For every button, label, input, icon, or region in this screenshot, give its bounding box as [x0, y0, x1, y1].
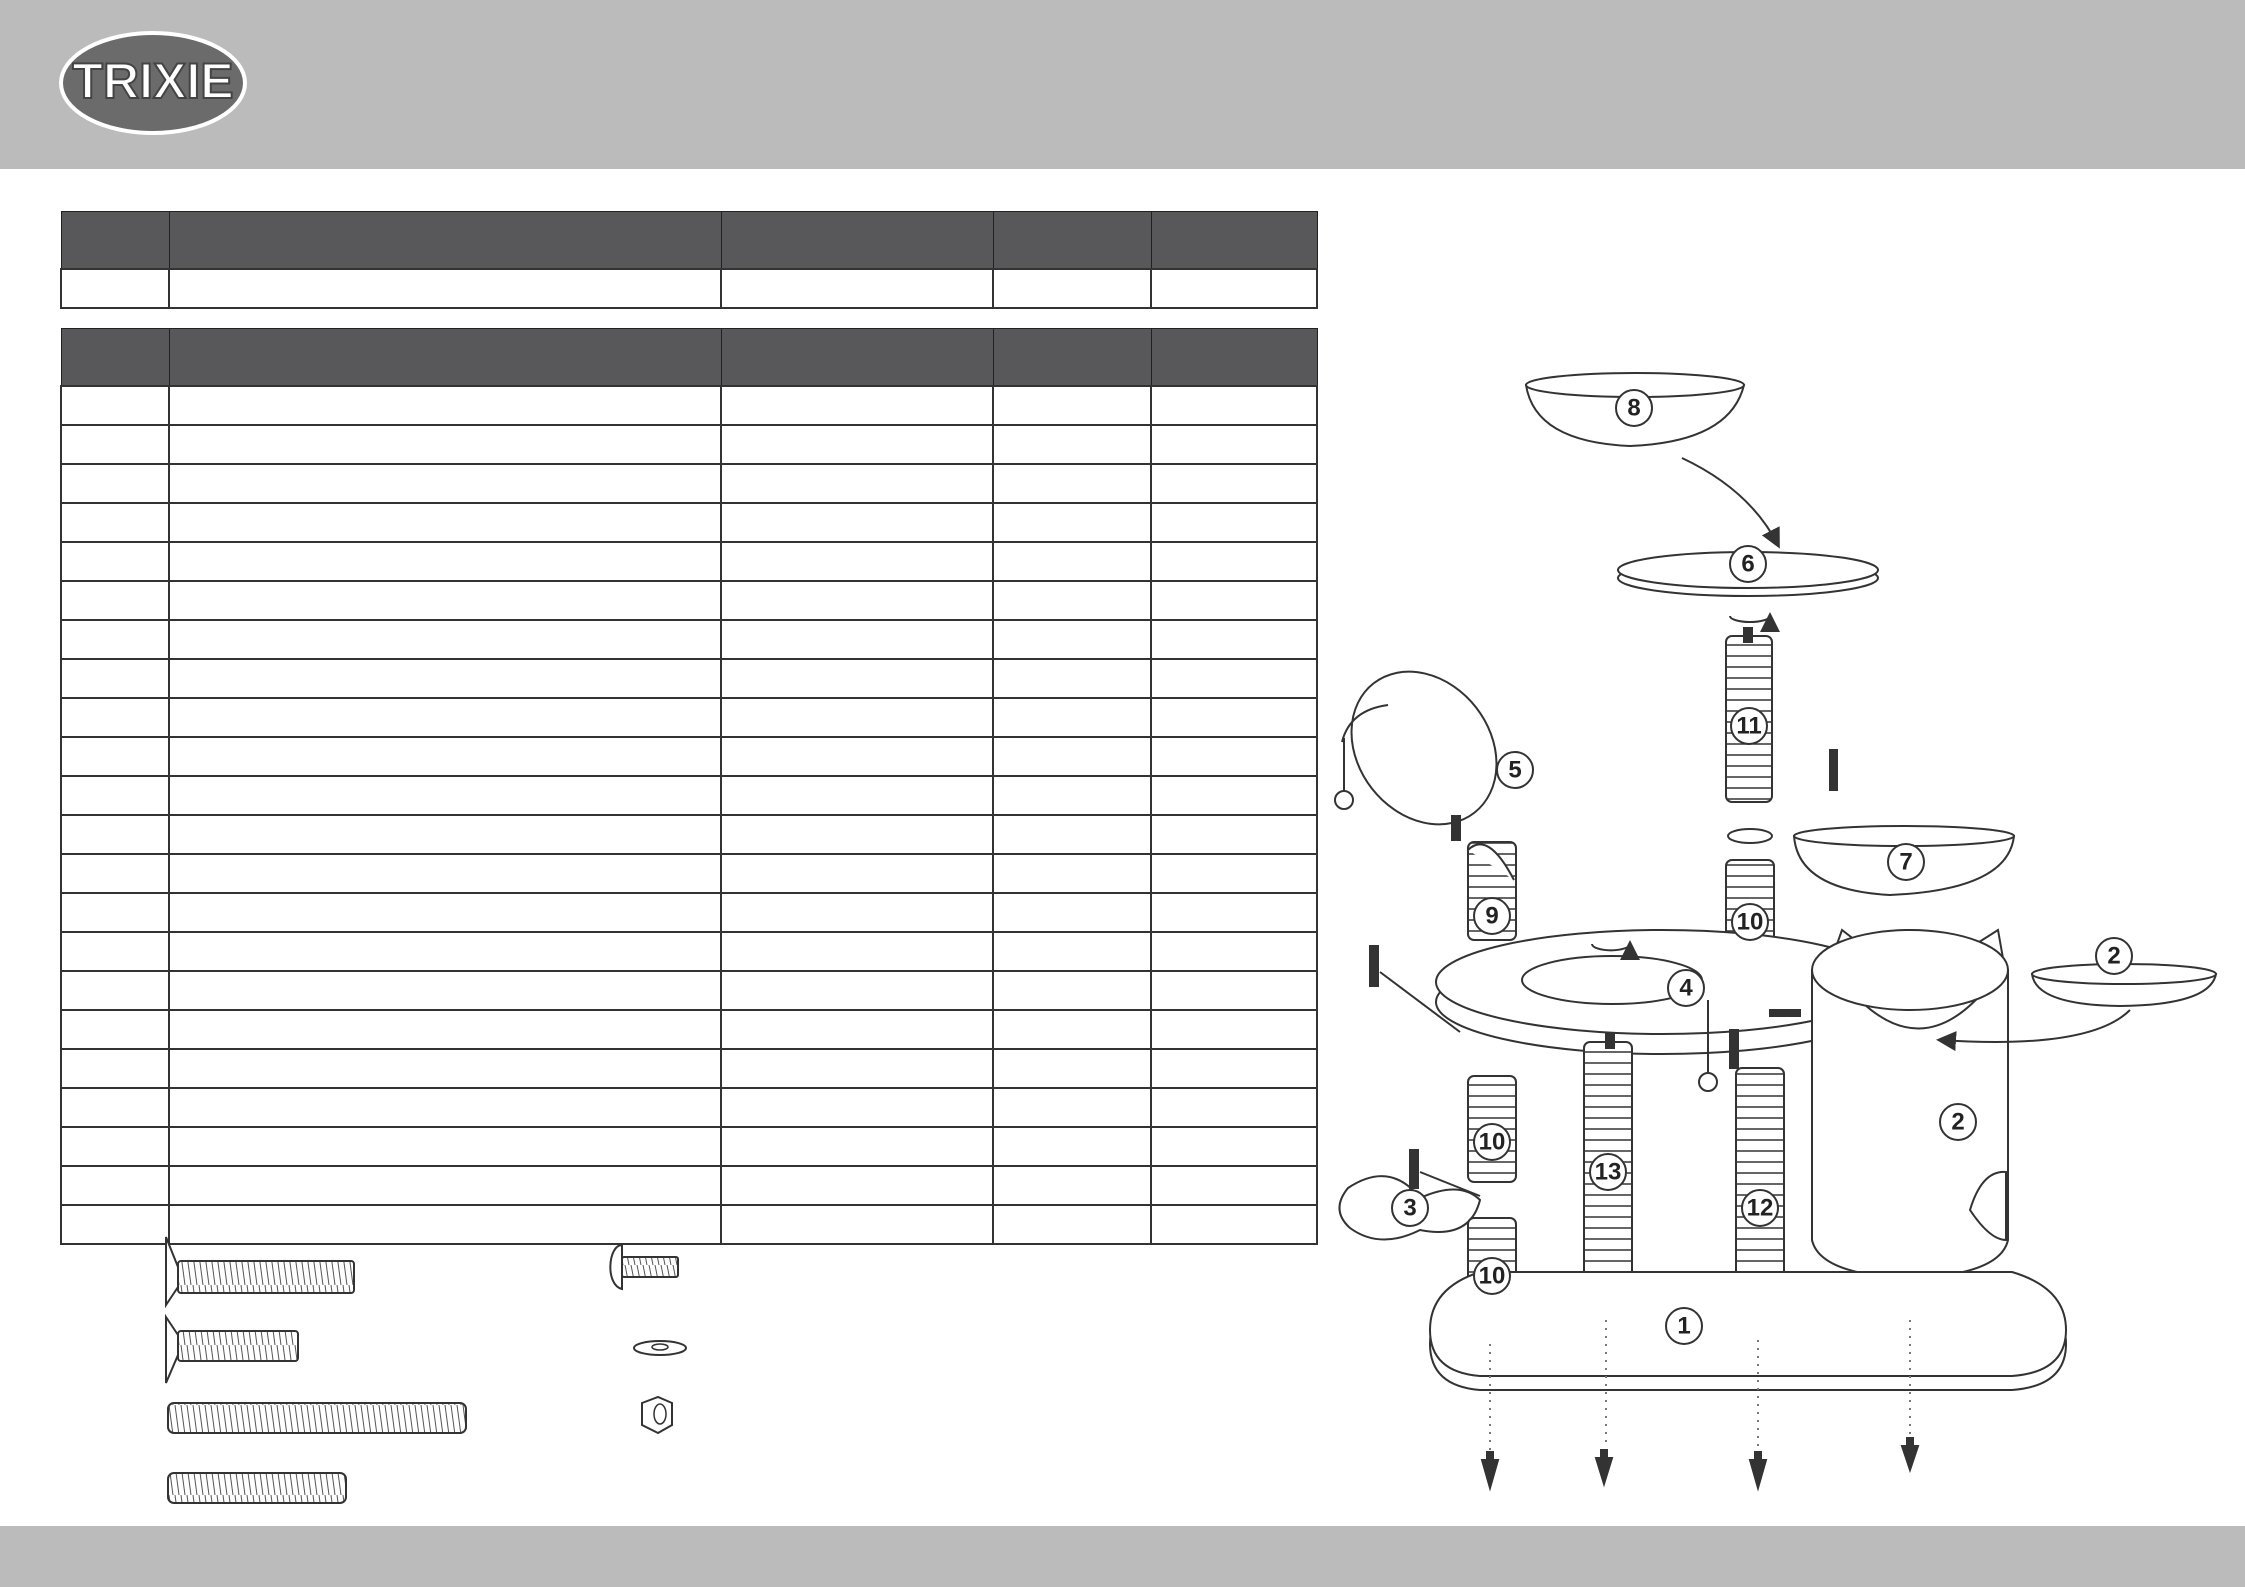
table-row — [61, 854, 1317, 893]
table-cell — [993, 464, 1151, 503]
table-cell — [721, 1049, 993, 1088]
table-cell — [1151, 893, 1317, 932]
threaded-rod-long-icon — [168, 1403, 466, 1433]
table-row — [61, 1166, 1317, 1205]
table-cell — [993, 425, 1151, 464]
table-cell — [721, 386, 993, 425]
table-cell — [169, 386, 721, 425]
svg-text:12: 12 — [1746, 1194, 1774, 1222]
cave — [1812, 930, 2008, 1278]
table-cell — [993, 1166, 1151, 1205]
table-header-row — [61, 329, 1317, 387]
table-cell — [61, 854, 169, 893]
callout-10a — [1732, 904, 1768, 940]
table-row — [61, 659, 1317, 698]
table-cell — [1151, 464, 1317, 503]
callout-2b — [1940, 1104, 1976, 1140]
table-cell — [1151, 815, 1317, 854]
table-cell — [721, 542, 993, 581]
table-cell — [993, 1205, 1151, 1244]
table-cell — [993, 581, 1151, 620]
table-cell — [61, 971, 169, 1010]
table-cell — [1151, 581, 1317, 620]
column-header — [1151, 329, 1317, 387]
assembly-diagram — [1330, 360, 2230, 1500]
table-cell — [169, 1088, 721, 1127]
table-row — [61, 581, 1317, 620]
svg-text:3: 3 — [1403, 1194, 1417, 1222]
callout-6 — [1730, 546, 1766, 582]
table-cell — [169, 893, 721, 932]
table-row — [61, 269, 1317, 308]
table-cell — [721, 854, 993, 893]
table-cell — [993, 854, 1151, 893]
table-row — [61, 932, 1317, 971]
table-cell — [721, 737, 993, 776]
table-cell — [169, 854, 721, 893]
table-cell — [721, 464, 993, 503]
table-row — [61, 698, 1317, 737]
table-row — [61, 971, 1317, 1010]
column-header — [169, 212, 721, 270]
table-cell — [1151, 776, 1317, 815]
callout-9 — [1474, 898, 1510, 934]
table-cell — [993, 620, 1151, 659]
svg-text:10: 10 — [1478, 1262, 1506, 1290]
header-band — [0, 0, 2245, 169]
table-cell — [169, 1049, 721, 1088]
callout-2a — [2096, 938, 2132, 974]
table-cell — [1151, 620, 1317, 659]
table-cell — [993, 893, 1151, 932]
table-cell — [169, 776, 721, 815]
table-cell — [721, 425, 993, 464]
base — [1430, 1272, 2066, 1390]
table-cell — [721, 581, 993, 620]
table-body — [61, 386, 1317, 1244]
table-cell — [1151, 659, 1317, 698]
table-cell — [169, 737, 721, 776]
table-cell — [1151, 542, 1317, 581]
parts-table-header — [60, 211, 1318, 309]
table-cell — [169, 698, 721, 737]
parts-list-table — [60, 328, 1318, 1245]
table-row — [61, 737, 1317, 776]
callout-10c — [1474, 1258, 1510, 1294]
table-cell — [721, 698, 993, 737]
table-cell — [1151, 1088, 1317, 1127]
table-body — [61, 269, 1317, 308]
table-cell — [721, 776, 993, 815]
table-cell — [169, 932, 721, 971]
table-cell — [721, 1166, 993, 1205]
table-cell — [61, 932, 169, 971]
svg-text:5: 5 — [1508, 756, 1522, 784]
arrow-icon — [1682, 458, 1778, 545]
table-cell — [61, 269, 169, 308]
table-row — [61, 425, 1317, 464]
svg-text:13: 13 — [1594, 1158, 1622, 1186]
table-cell — [993, 659, 1151, 698]
hammock — [1330, 643, 1526, 854]
svg-text:4: 4 — [1679, 974, 1693, 1002]
svg-text:11: 11 — [1736, 712, 1762, 740]
table-cell — [169, 581, 721, 620]
table-row — [61, 542, 1317, 581]
svg-text:10: 10 — [1478, 1128, 1506, 1156]
table-cell — [61, 503, 169, 542]
column-header — [993, 212, 1151, 270]
callout-8 — [1616, 390, 1652, 426]
table-cell — [993, 1010, 1151, 1049]
callout-7 — [1888, 844, 1924, 880]
table-cell — [169, 503, 721, 542]
logo-text: TRIXIE — [72, 53, 234, 109]
table-cell — [721, 1127, 993, 1166]
table-cell — [993, 1088, 1151, 1127]
table-row — [61, 815, 1317, 854]
table-cell — [721, 503, 993, 542]
callout-3 — [1392, 1190, 1428, 1226]
table-header-row — [61, 212, 1317, 270]
table-row — [61, 776, 1317, 815]
table-cell — [993, 1127, 1151, 1166]
table-cell — [1151, 269, 1317, 308]
table-cell — [169, 464, 721, 503]
table-cell — [169, 620, 721, 659]
table-cell — [721, 971, 993, 1010]
column-header — [169, 329, 721, 387]
table-cell — [1151, 971, 1317, 1010]
table-cell — [1151, 854, 1317, 893]
column-header — [61, 329, 169, 387]
callout-10b — [1474, 1124, 1510, 1160]
table-cell — [721, 932, 993, 971]
table-cell — [721, 1010, 993, 1049]
table-cell — [1151, 386, 1317, 425]
table-cell — [61, 1127, 169, 1166]
table-cell — [1151, 1127, 1317, 1166]
round-head-bolt-icon — [610, 1245, 678, 1289]
svg-text:2: 2 — [2107, 942, 2121, 970]
table-row — [61, 386, 1317, 425]
table-cell — [61, 1049, 169, 1088]
hardware-illustrations — [150, 1225, 710, 1515]
table-row — [61, 1049, 1317, 1088]
trixie-logo — [58, 30, 248, 136]
footer-band — [0, 1526, 2245, 1587]
table-cell — [61, 386, 169, 425]
table-cell — [721, 659, 993, 698]
table-cell — [61, 1166, 169, 1205]
table-cell — [61, 581, 169, 620]
table-cell — [1151, 1010, 1317, 1049]
table-cell — [721, 269, 993, 308]
table-cell — [169, 1010, 721, 1049]
table-cell — [61, 542, 169, 581]
column-header — [721, 329, 993, 387]
table-cell — [169, 269, 721, 308]
callout-1 — [1666, 1308, 1702, 1344]
svg-text:6: 6 — [1741, 550, 1755, 578]
table-cell — [721, 620, 993, 659]
svg-text:8: 8 — [1627, 394, 1641, 422]
table-cell — [61, 698, 169, 737]
table-cell — [169, 425, 721, 464]
table-cell — [721, 815, 993, 854]
table-cell — [61, 464, 169, 503]
table-cell — [61, 1088, 169, 1127]
table-cell — [993, 1049, 1151, 1088]
svg-text:7: 7 — [1899, 848, 1913, 876]
table-cell — [169, 971, 721, 1010]
table-cell — [61, 815, 169, 854]
table-row — [61, 1010, 1317, 1049]
svg-text:10: 10 — [1736, 908, 1764, 936]
callout-11 — [1731, 708, 1767, 744]
callout-12 — [1742, 1190, 1778, 1226]
callout-13 — [1590, 1154, 1626, 1190]
threaded-rod-icon — [1830, 750, 1837, 790]
table-cell — [993, 737, 1151, 776]
table-cell — [721, 1088, 993, 1127]
table-cell — [721, 1205, 993, 1244]
table-cell — [721, 893, 993, 932]
svg-text:1: 1 — [1677, 1312, 1691, 1340]
table-cell — [993, 503, 1151, 542]
table-cell — [993, 932, 1151, 971]
table-cell — [1151, 1049, 1317, 1088]
column-header — [61, 212, 169, 270]
callout-4 — [1668, 970, 1704, 1006]
table-cell — [61, 1010, 169, 1049]
svg-text:9: 9 — [1485, 902, 1499, 930]
table-cell — [61, 425, 169, 464]
hex-nut-icon — [642, 1397, 672, 1433]
table-cell — [993, 971, 1151, 1010]
table-cell — [169, 542, 721, 581]
table-cell — [1151, 737, 1317, 776]
table-cell — [993, 386, 1151, 425]
table-cell — [993, 542, 1151, 581]
table-row — [61, 893, 1317, 932]
table-cell — [993, 698, 1151, 737]
table-cell — [1151, 425, 1317, 464]
countersunk-screw-long-icon — [166, 1237, 354, 1305]
callout-5 — [1497, 752, 1533, 788]
table-cell — [169, 659, 721, 698]
column-header — [993, 329, 1151, 387]
table-cell — [1151, 1166, 1317, 1205]
table-cell — [1151, 503, 1317, 542]
table-cell — [993, 815, 1151, 854]
rotate-arrow-icon — [1730, 616, 1770, 622]
table-cell — [61, 659, 169, 698]
svg-text:2: 2 — [1951, 1108, 1965, 1136]
table-cell — [169, 815, 721, 854]
table-cell — [169, 1127, 721, 1166]
table-cell — [1151, 1205, 1317, 1244]
table-cell — [61, 620, 169, 659]
table-cell — [61, 776, 169, 815]
table-cell — [61, 893, 169, 932]
column-header — [1151, 212, 1317, 270]
bottom-screws — [1482, 1438, 1918, 1488]
table-cell — [1151, 932, 1317, 971]
table-cell — [993, 776, 1151, 815]
table-cell — [1151, 698, 1317, 737]
table-cell — [993, 269, 1151, 308]
table-row — [61, 1127, 1317, 1166]
bolt-icon — [1744, 628, 1752, 642]
table-cell — [169, 1166, 721, 1205]
countersunk-screw-short-icon — [166, 1317, 298, 1383]
table-row — [61, 464, 1317, 503]
threaded-rod-short-icon — [168, 1473, 346, 1503]
table-cell — [61, 737, 169, 776]
table-row — [61, 503, 1317, 542]
table-row — [61, 620, 1317, 659]
column-header — [721, 212, 993, 270]
table-row — [61, 1088, 1317, 1127]
washer-icon — [634, 1341, 686, 1355]
